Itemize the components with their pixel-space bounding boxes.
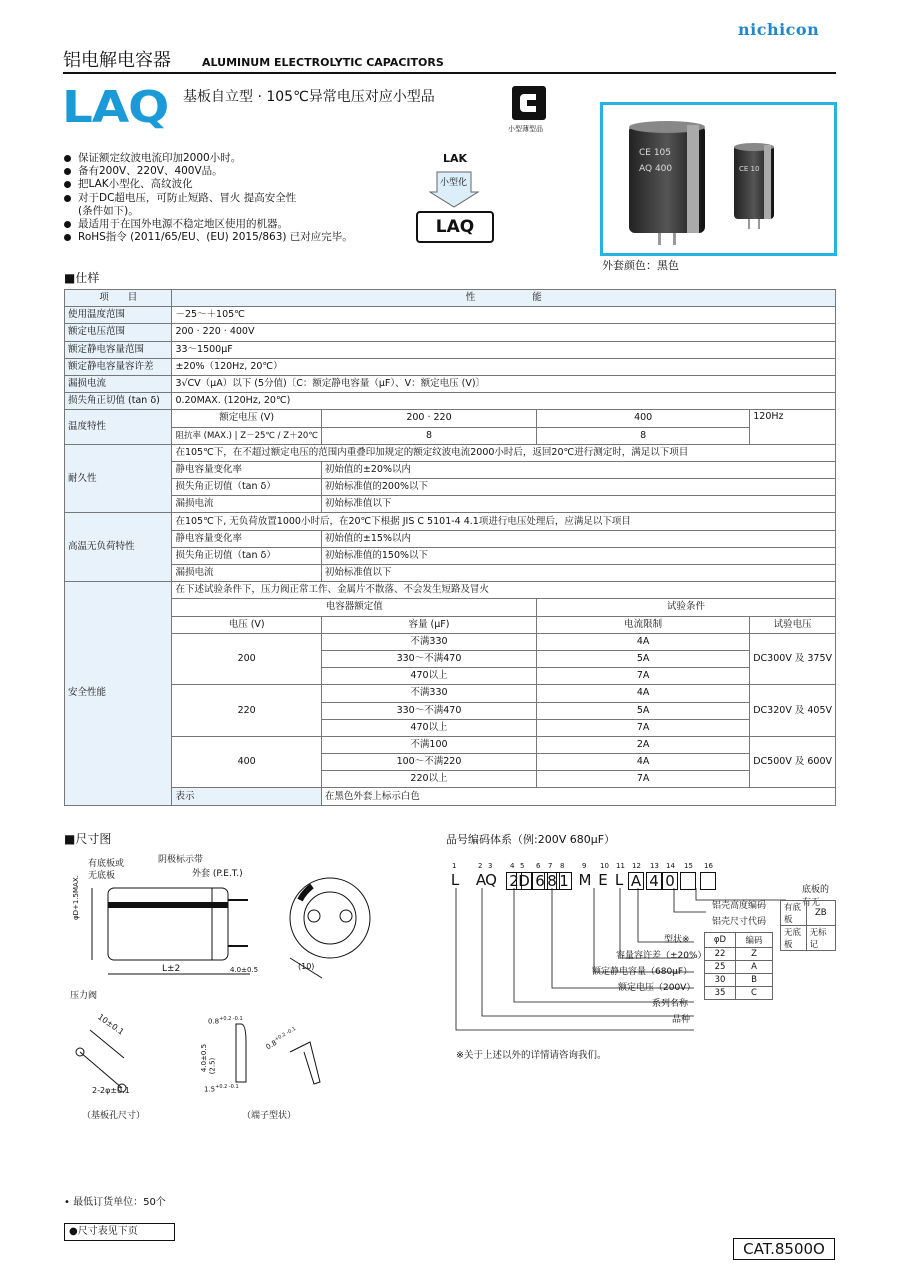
cell: 200 [172,633,321,685]
cell: 初始标准值的150%以下 [321,547,835,564]
cell: 25 [705,961,736,974]
code-index: 10 [600,862,609,870]
code-index: 14 [666,862,675,870]
row-value: 3√CV（μA）以下 (5分值)〔C：额定静电容量（μF）、V：额定电压 (V)〕 [172,375,836,392]
code-char: L [614,871,624,889]
cell: 35 [705,987,736,1000]
code-label: 系列名称 [652,999,689,1009]
cell: DC300V 及 375V [750,633,836,685]
dim-label: 1.5 [204,1085,216,1094]
flow-action: 小型化 [440,178,468,188]
table-row [65,358,836,375]
cell: 400 [172,736,321,788]
moq-note: • 最低订货单位：50个 [64,1197,166,1208]
row-label: 漏损电流 [65,375,172,392]
list-item: 最适用于在国外电源不稳定地区使用的机器。 [64,218,353,231]
outer-color-label: 外套颜色：黑色 [602,259,679,272]
code-index: 5 [520,862,525,870]
cell: 330～不满470 [321,702,536,719]
row-value: －25～＋105℃ [172,307,836,324]
cell: 220以上 [321,771,536,788]
page-title-en: ALUMINUM ELECTROLYTIC CAPACITORS [202,56,444,69]
cell: 4A [537,685,750,702]
row-label: 使用温度范围 [65,307,172,324]
code-index: 15 [684,862,693,870]
code-diagram [446,860,836,1060]
cell: 在下述试验条件下，压力阀正常工作、金属片不散落、不会发生短路及冒火 [172,582,836,599]
list-item: 备有200V、220V、400V品。 [64,165,353,178]
table-row [65,565,836,582]
cell: 初始值的±20%以内 [321,461,835,478]
cell: 8 [537,427,750,444]
cell: 试验电压 [750,616,836,633]
product-photo [600,102,837,256]
cell: 电压 (V) [172,616,321,633]
dimension-section-title: ■尺寸图 [64,832,112,846]
base-table [780,900,836,951]
cell: 有底板 [781,901,807,926]
brand-logo: nichicon [738,20,820,39]
code-label: 品种 [672,1015,691,1025]
table-row [65,513,836,530]
spec-table [64,289,836,806]
cell: 200 · 220 [321,410,536,427]
row-label: 表示 [172,788,321,805]
catalog-number: CAT.8500O [733,1238,835,1260]
table-row [65,444,836,461]
code-char: 2 [506,872,522,890]
code-label: 型状※ [664,935,690,945]
row-label: 额定静电容量容许差 [65,358,172,375]
code-note: ※关于上述以外的详情请咨询我们。 [456,1050,607,1061]
dim-label: 压力阀 [70,991,98,1001]
dimension-link[interactable]: ●尺寸表见下页 [64,1223,175,1241]
cell: 7A [537,668,750,685]
table-row [65,375,836,392]
row-label: 高温无负荷特性 [65,513,172,582]
row-label: 耐久性 [65,444,172,513]
code-index: 3 [488,862,493,870]
svg-text:AQ 400: AQ 400 [639,164,673,174]
table-row [65,290,836,307]
cell: 470以上 [321,668,536,685]
code-index: 13 [650,862,659,870]
cell: 330～不满470 [321,650,536,667]
code-index: 8 [560,862,565,870]
dim-label: (2.5) [208,1057,217,1075]
cell: 初始标准值以下 [321,496,835,513]
cell: 阻抗率 (MAX.) [175,430,232,441]
dim-label: 阴极标示带 [158,855,204,865]
code-title: 品号编码体系（例:200V 680μF） [446,833,616,846]
cell: B [736,974,773,987]
cell: 7A [537,771,750,788]
cell: 400 [537,410,750,427]
code-index: 6 [536,862,541,870]
code-index: 7 [548,862,553,870]
cell: 初始标准值的200%以下 [321,479,835,496]
dim-label: L±2 [162,964,181,974]
table-row [65,461,836,478]
feature-list [64,152,353,244]
list-item: 对于DC超电压，可防止短路、冒火 提高安全性(条件如下)。 [64,192,308,218]
cell: 静电容量变化率 [172,461,321,478]
cell: 无标记 [806,926,835,951]
dim-label: 0.8 [208,1017,220,1026]
cell: 不满330 [321,685,536,702]
spec-section-title: ■仕样 [64,271,100,285]
flow-to: LAQ [416,211,494,243]
cell: 220 [172,685,321,737]
table-row [65,736,836,753]
table-row [65,496,836,513]
table-row: 阻抗率 (MAX.) | Z－25℃ / Z＋20℃ 8 8 [65,427,836,444]
table-row [65,410,836,427]
dim-label: 有底板或 [88,859,125,869]
cell: 8 [321,427,536,444]
row-label: 安全性能 [65,582,172,805]
cell: 无底板 [781,926,807,951]
code-label: 额定电压（200V） [618,983,696,993]
code-index: 11 [616,862,625,870]
code-char: D [516,872,532,890]
cell: 30 [705,974,736,987]
cell: 不满330 [321,633,536,650]
terminal-drawing [190,1012,330,1122]
table-header: 性 能 [172,290,836,307]
dim-caption: （基板孔尺寸） [82,1111,146,1121]
cell: 4A [537,754,750,771]
cell: 不满100 [321,736,536,753]
cell: 漏损电流 [172,565,321,582]
cell: 漏损电流 [172,496,321,513]
cell: 在105℃下, 无负荷放置1000小时后，在20℃下根据 JIS C 5101-4 4.1项进行电压处理后，应满足以下项目 [172,513,836,530]
code-label: 容量容许差（±20%） [616,951,707,961]
row-label: 额定电压范围 [65,324,172,341]
cell: 120Hz [750,410,836,444]
list-item: 把LAK小型化、高纹波化 [64,178,353,191]
dim-label: 0.8 [264,1038,279,1052]
dim-label: +0.2 -0.1 [273,1025,297,1043]
cell: 额定电压 (V) [172,410,321,427]
cell: 静电容量变化率 [172,530,321,547]
code-char: A [628,872,644,890]
cell: 5A [537,650,750,667]
table-row [65,324,836,341]
table-row [65,530,836,547]
table-header: 项 目 [65,290,172,307]
cell: 容量 (μF) [321,616,536,633]
cell: DC320V 及 405V [750,685,836,737]
cell: C [736,987,773,1000]
cell: Z [736,948,773,961]
cell: 电流限制 [537,616,750,633]
dim-caption: （端子型状） [242,1111,297,1121]
row-label: 损失角正切值 (tan δ) [65,393,172,410]
table-row [65,599,836,616]
cell: 在105℃下，在不超过额定电压的范围内重叠印加规定的额定纹波电流2000小时后，返回20℃进行测定时，满足以下项目 [172,444,836,461]
code-label: 铝壳尺寸代码 [712,917,767,927]
dim-label: +0.2 -0.1 [215,1084,239,1090]
cell: Z－25℃ / Z＋20℃ [240,430,318,441]
code-char: 1 [556,872,572,890]
cell: 5A [537,702,750,719]
row-value: 33～1500μF [172,341,836,358]
code-char: 0 [662,872,678,890]
dim-label: 10±0.1 [96,1012,126,1037]
table-row [65,547,836,564]
cell: φD [705,933,736,948]
cell: 损失角正切值（tan δ） [172,479,321,496]
cell: 试验条件 [537,599,836,616]
badge-caption: 小型薄型品 [508,125,543,133]
phi-table [704,932,773,1000]
row-label: 额定静电容量范围 [65,341,172,358]
dimension-drawing [64,850,384,1020]
code-index: 9 [582,862,587,870]
cell: 初始值的±15%以内 [321,530,835,547]
row-label: 温度特性 [65,410,172,444]
code-char: 8 [544,872,560,890]
code-label: 铝壳高度编码 [712,901,767,911]
dim-label: 无底板 [88,871,116,881]
dim-label: 4.0±0.5 [200,1043,209,1073]
cell: 4A [537,633,750,650]
dim-label: (10) [298,962,315,971]
code-char: A [475,871,487,889]
code-char: 4 [646,872,662,890]
series-subtitle: 基板自立型 · 105℃异常电压对应小型品 [183,89,435,105]
cell: 2A [537,736,750,753]
cell: 在黑色外套上标示白色 [321,788,835,805]
cell: A [736,961,773,974]
title-rule [63,72,836,74]
cell: 7A [537,719,750,736]
row-value: 200 · 220 · 400V [172,324,836,341]
table-row [65,685,836,702]
code-index: 16 [704,862,713,870]
dim-label: φD+1.5MAX. [72,875,80,920]
code-label: 额定静电容量（680μF） [592,967,693,977]
code-index: 12 [632,862,641,870]
cell: DC500V 及 600V [750,736,836,788]
code-char: 6 [532,872,548,890]
cell: ZB [806,901,835,926]
table-row [65,393,836,410]
table-row [65,616,836,633]
cell: 损失角正切值（tan δ） [172,547,321,564]
code-label: 底板的有无 [802,885,830,908]
page-title: 铝电解电容器 [63,50,171,71]
hole-drawing [64,1012,164,1122]
cell: 470以上 [321,719,536,736]
flow-from: LAK [443,152,468,165]
dim-label: 4.0±0.5 [230,966,259,974]
table-row [65,341,836,358]
list-item: RoHS指令 (2011/65/EU、(EU) 2015/863) 已对应完毕。 [64,231,353,244]
row-value: ±20%（120Hz, 20℃） [172,358,836,375]
series-name: LAQ [62,82,169,133]
code-index: 1 [452,862,457,870]
list-item: 保证额定纹波电流印加2000小时。 [64,152,353,165]
cell: 初始标准值以下 [321,565,835,582]
code-char: Q [485,871,497,889]
code-index: 2 [478,862,483,870]
code-index: 4 [510,862,515,870]
dim-label: 外套 (P.E.T.) [192,869,243,879]
cell: 22 [705,948,736,961]
table-row [65,479,836,496]
code-char: M [578,871,592,889]
code-char: L [450,871,460,889]
cell: 100～不满220 [321,754,536,771]
table-row [65,633,836,650]
row-value: 0.20MAX. (120Hz, 20℃) [172,393,836,410]
compact-icon [512,86,546,120]
table-row [65,307,836,324]
table-row [65,582,836,599]
cell: 电容器额定值 [172,599,537,616]
dim-label: +0.2 -0.1 [219,1016,243,1022]
cell: 编码 [736,933,773,948]
down-arrow-icon [429,170,479,211]
table-row [65,788,836,805]
dim-label: 2-2φ±0.1 [92,1086,130,1095]
svg-text:CE 105: CE 105 [639,148,672,158]
code-char: E [598,871,608,889]
svg-text:CE 10: CE 10 [739,165,760,173]
